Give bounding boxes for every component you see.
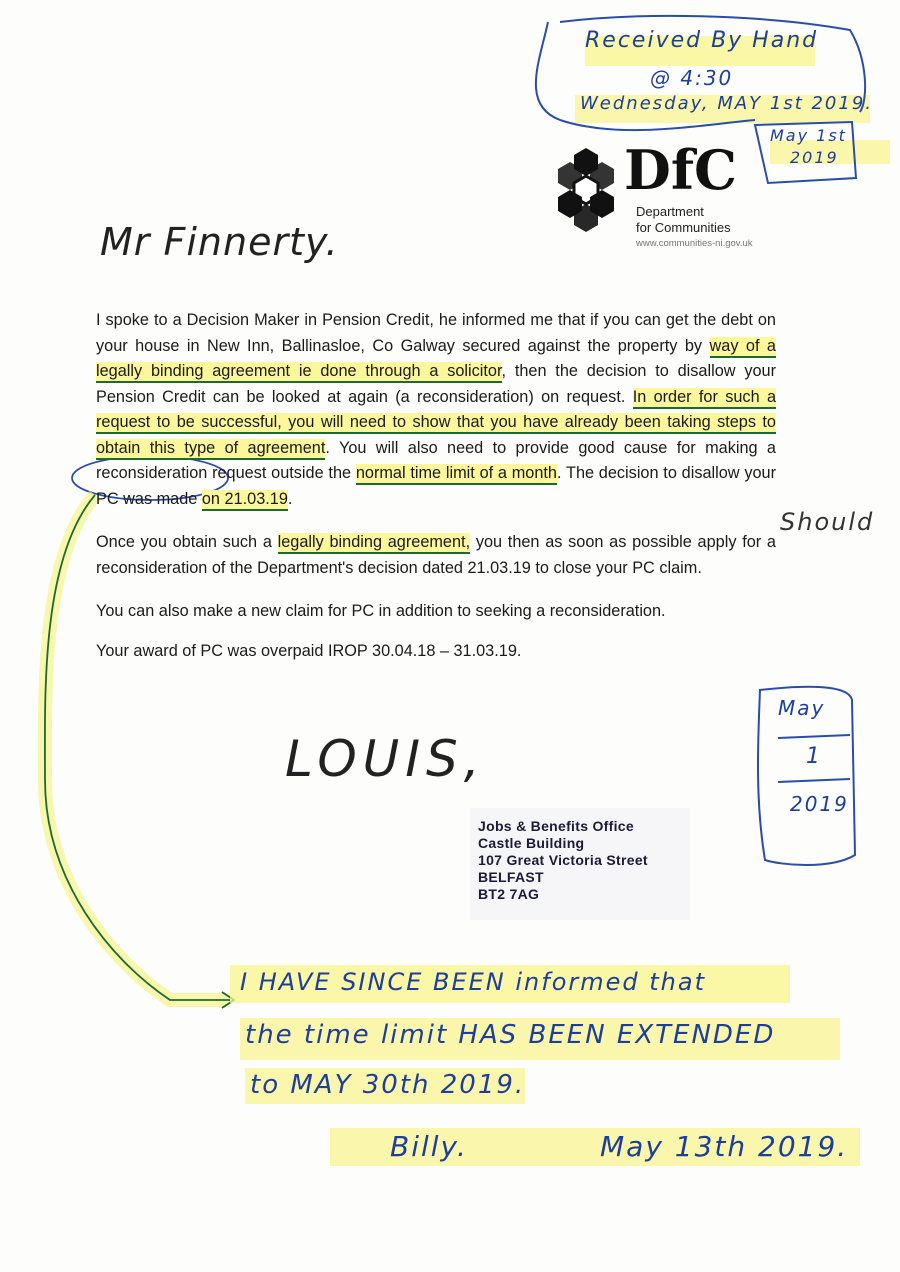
bottom-note-line3: to MAY 30th 2019.: [250, 1070, 526, 1100]
paragraph-2: [96, 530, 776, 581]
letter-body: [96, 308, 776, 664]
signature: LOUIS,: [285, 730, 486, 788]
highlighted-text: way of a legally binding agreement ie done through a solicitor: [96, 337, 776, 384]
side-box-divider-1: [778, 735, 850, 738]
highlighted-text: In order for such a request to be successful, you will need to show that you have already been taking steps to obtain this type of agreement: [96, 388, 776, 460]
paragraph-1: [96, 308, 776, 512]
side-box-month: May: [778, 696, 826, 720]
dfc-logo-text: DfC: [624, 138, 738, 202]
dept-line1: Department: [636, 204, 704, 219]
stamp-line2: Castle Building: [478, 835, 585, 851]
bottom-note-date: May 13th 2019.: [600, 1130, 849, 1163]
dept-name: [636, 204, 753, 252]
bottom-note-line1: I HAVE SINCE BEEN informed that: [240, 968, 707, 996]
received-note-line2: @ 4:30: [650, 66, 734, 90]
stamp-line4: BELFAST: [478, 869, 544, 885]
highlighted-text: on 21.03.19: [202, 490, 288, 511]
bottom-note-sign: Billy.: [390, 1130, 468, 1163]
side-box-year: 2019: [790, 792, 849, 816]
received-note-line1: Received By Hand: [585, 28, 819, 53]
received-note-line3: Wednesday, MAY 1st 2019.: [580, 93, 874, 114]
body-text-segment: you then as soon as possible apply for a reconsideration of the Department's decision dated 21.03.19 to close your PC claim.: [96, 533, 776, 577]
stamp-line5: BT2 7AG: [478, 886, 540, 902]
body-text-segment: . You will also need to provide good cause for making a reconsideration request outside the: [96, 438, 776, 482]
paragraph-3: You can also make a new claim for PC in addition to seeking a reconsideration.: [96, 602, 666, 620]
salutation: Mr Finnerty.: [100, 220, 339, 264]
date-box-year: 2019: [790, 148, 839, 167]
body-text-segment: , then the decision to disallow your Pension Credit can be looked at again (a reconsideration) on request.: [96, 362, 776, 406]
margin-note-should: Should: [780, 508, 875, 536]
paragraph-4: Your award of PC was overpaid IROP 30.04.18 – 31.03.19.: [96, 641, 522, 660]
office-stamp: [478, 818, 648, 903]
stamp-line3: 107 Great Victoria Street: [478, 852, 648, 868]
dfc-logo-icon: [558, 148, 614, 232]
dept-line2: for Communities: [636, 220, 731, 235]
highlighted-text: legally binding agreement,: [278, 533, 470, 554]
date-box-month: May 1st: [770, 126, 847, 145]
body-text-segment: .: [287, 489, 293, 508]
dept-url: www.communities-ni.gov.uk: [636, 238, 753, 249]
stamp-line1: Jobs & Benefits Office: [478, 818, 634, 834]
body-text-segment: Once you obtain such a: [96, 533, 278, 551]
side-box-day: 1: [806, 744, 822, 769]
highlighted-text: normal time limit of a month: [356, 464, 557, 485]
side-box-divider-2: [778, 779, 850, 782]
body-text-segment: . The decision to disallow your PC was made: [96, 464, 777, 508]
bottom-note-line2: the time limit HAS BEEN EXTENDED: [245, 1020, 776, 1050]
body-text-segment: I spoke to a Decision Maker in Pension Credit, he informed me that if you can get the debt on your house in New Inn, Ballinasloe, Co Galway secured against the property by: [96, 311, 776, 355]
